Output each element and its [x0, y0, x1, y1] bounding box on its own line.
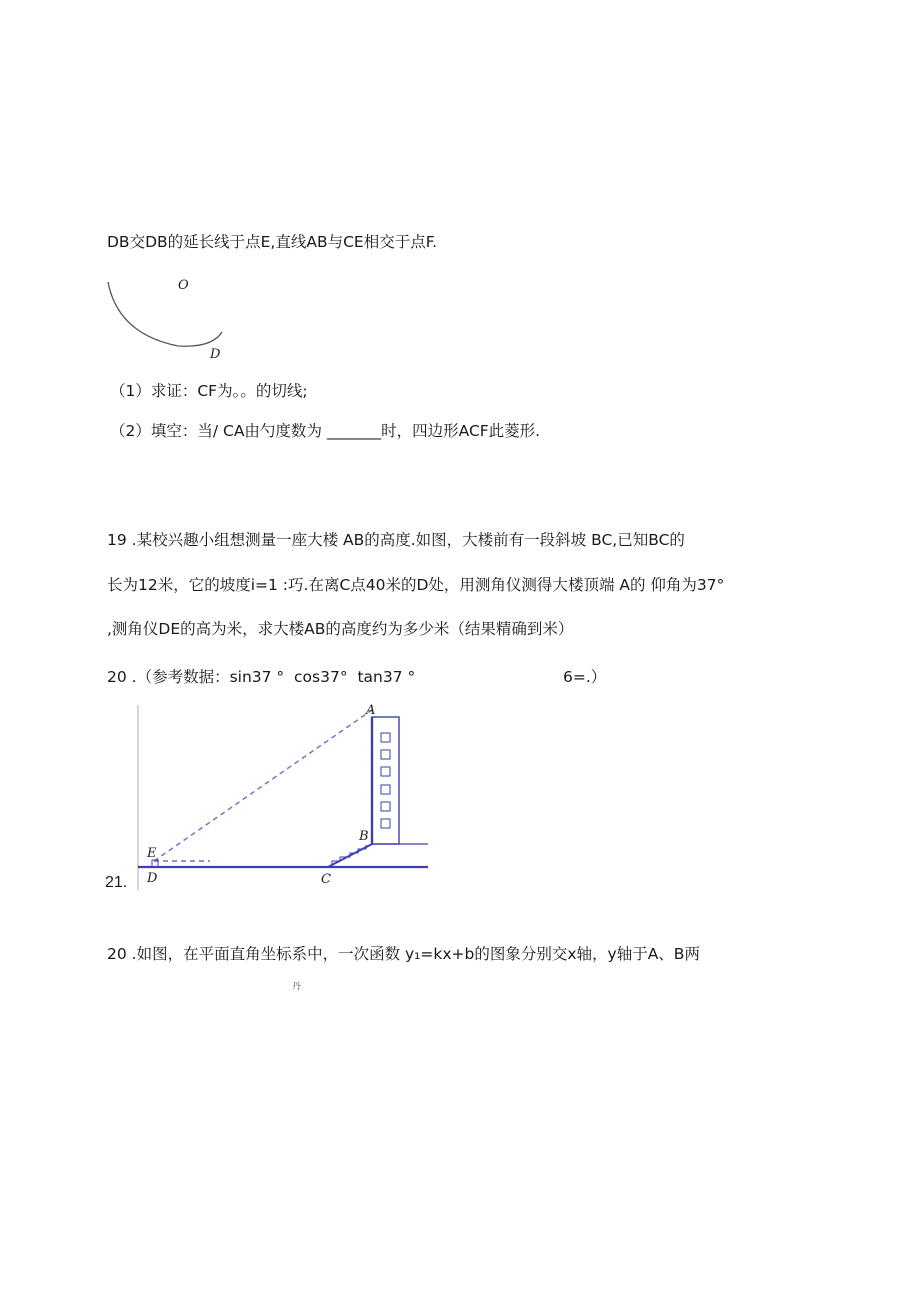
window [381, 750, 390, 759]
label-o: O [178, 278, 189, 293]
problem-19-line-1: 19 .某校兴趣小组想测量一座大楼 AB的高度.如图，大楼前有一段斜坡 BC,已知BC的 [107, 531, 685, 549]
label-d: D [210, 347, 221, 362]
circle-arc-figure [100, 276, 240, 366]
reference-data-tail: 6=.） [563, 668, 607, 686]
building-slope-figure [100, 700, 440, 895]
window [381, 785, 390, 794]
small-mark: 丹 [292, 982, 302, 992]
window [381, 819, 390, 828]
problem-19-line-3: ,测角仪DE的高为米，求大楼AB的高度约为多少米（结果精确到米） [107, 620, 574, 638]
label-b: B [359, 829, 369, 844]
sight-line-ea [154, 710, 372, 861]
reference-data: 20 .（参考数据：sin37 ° cos37° tan37 ° [107, 668, 416, 686]
label-a: A [366, 703, 376, 718]
problem-20-line-1: 20 .如图，在平面直角坐标系中，一次函数 y₁=kx+b的图象分别交x轴，y轴于A、B两 [107, 945, 700, 963]
question-1: （1）求证：CF为。。的切线; [110, 382, 308, 400]
building [372, 717, 399, 844]
problem-19-line-2: 长为12米，它的坡度i=1 :巧.在离C点40米的D处，用测角仪测得大楼顶端 A的 仰角为37° [107, 576, 725, 594]
label-e: E [147, 846, 157, 861]
question-2: （2）填空：当/ CA由勺度数为 _______时，四边形ACF此菱形. [110, 422, 541, 440]
window [381, 733, 390, 742]
problem-line-1: DB交DB的延长线于点E,直线AB与CE相交于点F. [107, 233, 438, 251]
window [381, 802, 390, 811]
label-c: C [321, 872, 331, 887]
window [381, 767, 390, 776]
problem-number-21: 21. [105, 874, 128, 891]
circle-arc [108, 282, 222, 346]
label-d: D [147, 871, 158, 886]
